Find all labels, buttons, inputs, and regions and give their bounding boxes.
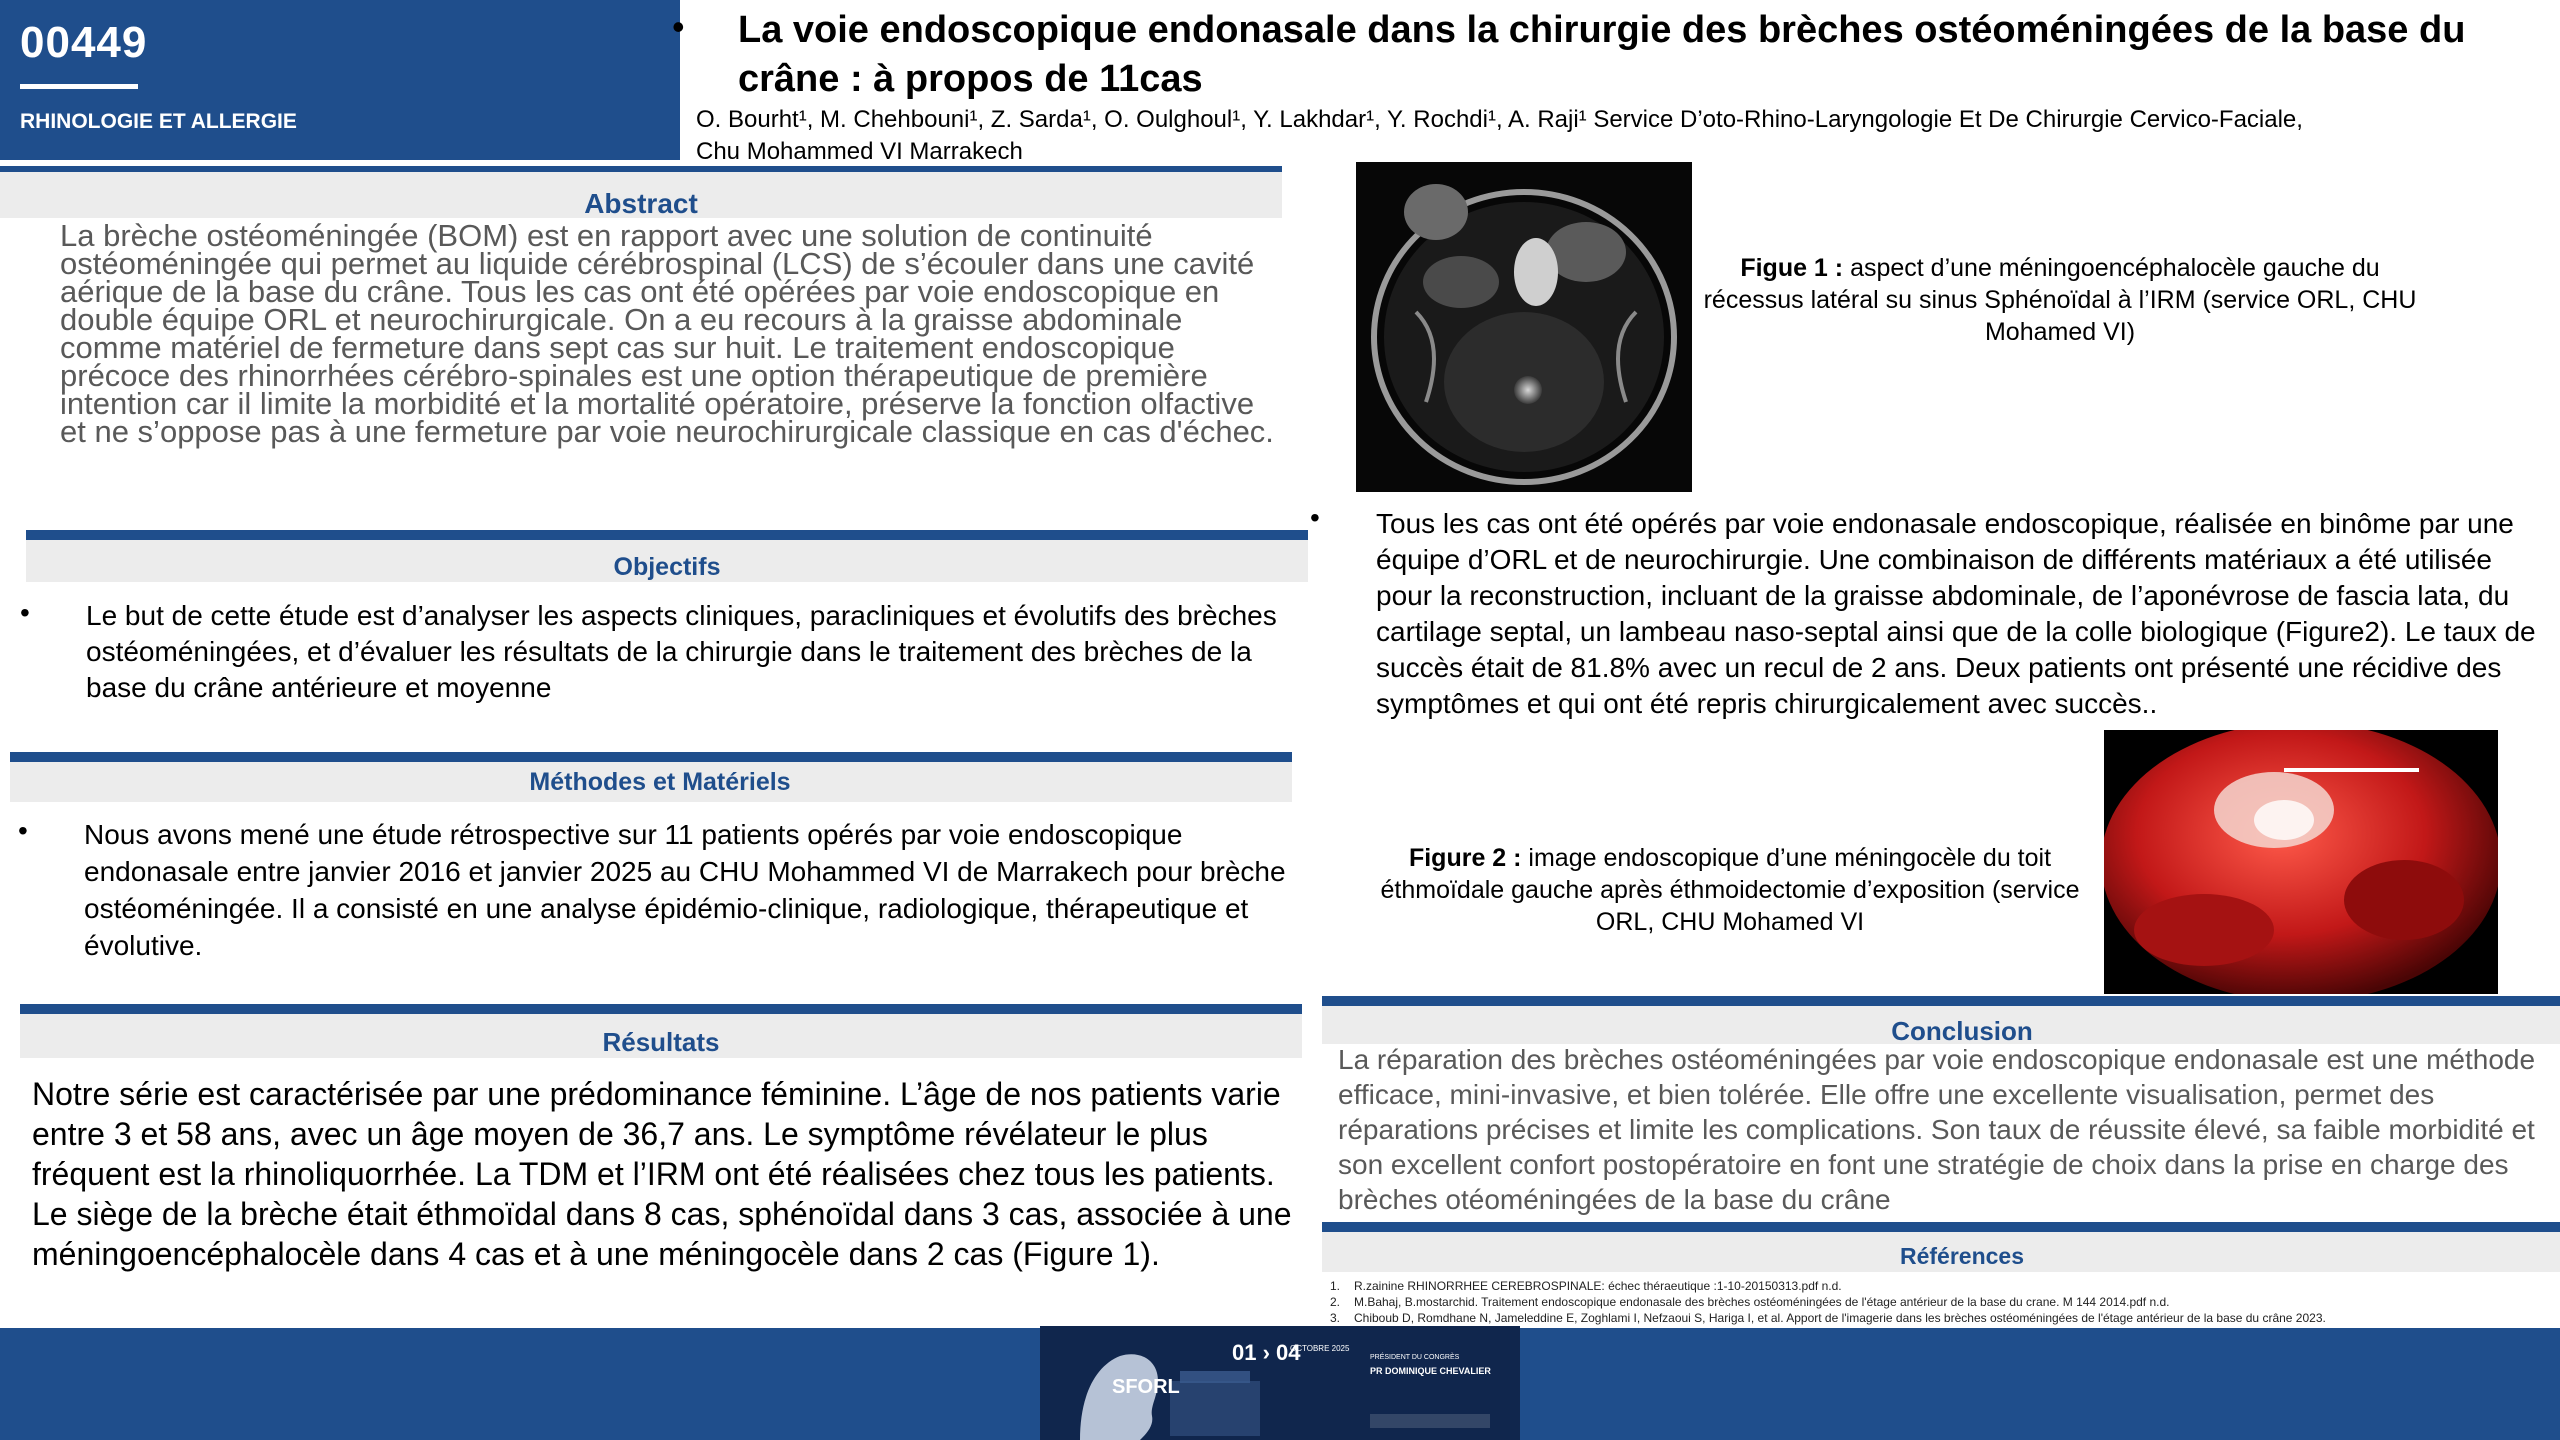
objectifs-bullet: •	[20, 597, 30, 628]
authors	[696, 104, 2496, 168]
congress-month: OCTOBRE 2025	[1290, 1344, 1350, 1353]
endoscopy-illustration	[2104, 730, 2498, 994]
figure1-caption	[1700, 252, 2420, 348]
methodes-text: Nous avons mené une étude rétrospective sur 11 patients opérés par voie endoscopique endonasale entre janvier 2016 et janvier 2025 au CHU Mohammed VI de Marrakech pour brèche ostéoméningée. Il a consisté en une analyse épidémio-clinique, radiologique, thérapeutique et évolutive.	[84, 819, 1286, 961]
figure2-caption	[1360, 842, 2100, 938]
affiliation-line: Chu Mohammed VI Marrakech	[696, 138, 1023, 165]
figure1-caption-text: aspect d’une méningoencéphalocèle gauche du récessus latéral su sinus Sphénoïdal à l’IRM (service ORL, CHU Mohamed VI)	[1703, 254, 2417, 346]
president-label: PRÉSIDENT DU CONGRÈS	[1370, 1354, 1460, 1361]
poster-title: La voie endoscopique endonasale dans la chirurgie des brèches ostéoméningées de la base du crâne : à propos de 11cas	[738, 9, 2466, 100]
resultats-rule	[20, 1004, 1302, 1014]
figure2-label: Figure 2 :	[1408, 844, 1522, 872]
objectifs-heading: Objectifs	[613, 553, 721, 581]
mri-figure-image	[1356, 162, 1692, 492]
sforl-logo: SFORL	[1112, 1376, 1180, 1398]
surgery-text: Tous les cas ont été opérés par voie endonasale endoscopique, réalisée en binôme par une équipe d’ORL et de neurochirurgie. Une combinaison de différents matériaux a été utilisée pour la reconstruction, incluant de la graisse abdominale, de l’aponévrose de fascia lata, du cartilage septal, un lambeau naso-septal ainsi que de la colle biologique (Figure2). Le taux de succès était de 81.8% avec un recul de 2 ans. Deux patients ont présenté une récidive des symptômes et qui ont été repris chirurgicalement avec succès..	[1376, 508, 2536, 719]
references-heading: Références	[1899, 1243, 2025, 1269]
abstract-heading: Abstract	[584, 188, 698, 219]
conclusion-rule	[1322, 996, 2560, 1006]
methodes-bullet: •	[18, 815, 28, 846]
authors-line: O. Bourht¹, M. Chehbouni¹, Z. Sarda¹, O. Oulghoul¹, Y. Lakhdar¹, Y. Rochdi¹, A. Raji¹ Service D’oto-Rhino-Laryngologie Et De Chirurgie Cervico-Faciale,	[696, 106, 2303, 133]
poster-category: RHINOLOGIE ET ALLERGIE	[20, 110, 297, 133]
references-list	[1330, 1278, 2326, 1326]
reference-item: 1. R.zainine RHINORRHEE CEREBROSPINALE: échec théraeutique :1-10-20150313.pdf n.d.	[1330, 1279, 1842, 1293]
figure2-caption-text: image endoscopique d’une méningocèle du toit éthmoïdale gauche après éthmoidectomie d’exposition (service ORL, CHU Mohamed VI	[1380, 844, 2080, 936]
title-bullet: •	[672, 6, 685, 47]
poster-id-divider	[20, 84, 138, 89]
reference-item: 3. Chiboub D, Romdhane N, Jameleddine E, Zoghlami I, Nefzaoui S, Hariga I, et al. Apport de l'imagerie dans les brèches ostéoméningées de l'étage antérieur de la base du crâne 2023.	[1330, 1311, 2326, 1325]
abstract-text: La brèche ostéoméningée (BOM) est en rapport avec une solution de continuité ostéoméningée qui permet au liquide cérébrospinal (LCS) de s’écouler dans une cavité aérique de la base du crâne. Tous les cas ont été opérées par voie endoscopique en double équipe ORL et neurochirurgicale. On a eu recours à la graisse abdominale comme matériel de fermeture dans sept cas sur huit. Le traitement endoscopique précoce des rhinorrhées cérébro-spinales est une option thérapeutique de première intention car il limite la morbidité et la mortalité opératoire, préserve la fonction olfactive et ne s’oppose pas à une fermeture par voie neurochirurgicale classique en cas d'échec.	[60, 218, 1274, 449]
conclusion-heading: Conclusion	[1891, 1016, 2033, 1046]
resultats-heading: Résultats	[602, 1027, 720, 1057]
reference-item: 2. M.Bahaj, B.mostarchid. Traitement endoscopique endonasale des brèches ostéoméningées de l'étage antérieur de la base du crane. M 144 2014.pdf n.d.	[1330, 1295, 2170, 1309]
objectifs-rule	[26, 530, 1308, 540]
congress-dates: 01 › 04	[1232, 1340, 1301, 1365]
endoscopy-figure-image	[2104, 730, 2498, 994]
methodes-rule	[10, 752, 1292, 762]
methodes-heading: Méthodes et Matériels	[529, 768, 791, 796]
figure1-label: Figue 1 :	[1740, 254, 1844, 282]
conclusion-text: La réparation des brèches ostéoméningées par voie endoscopique endonasale est une méthode efficace, mini-invasive, et bien tolérée. Elle offre une excellente visualisation, permet des réparations précises et limite les complications. Son taux de réussite élevé, sa faible morbidité et son excellent confort postopératoire en font une stratégie de choix dans la prise en charge des brèches otéoméningées de la base du crâne	[1338, 1044, 2536, 1215]
references-rule	[1322, 1222, 2560, 1232]
congress-banner	[1040, 1326, 1520, 1440]
president-name: PR DOMINIQUE CHEVALIER	[1370, 1366, 1491, 1376]
mri-illustration	[1356, 162, 1692, 492]
resultats-text: Notre série est caractérisée par une prédominance féminine. L’âge de nos patients varie entre 3 et 58 ans, avec un âge moyen de 36,7 ans. Le symptôme révélateur le plus fréquent est la rhinoliquorrhée. La TDM et l’IRM ont été réalisées chez tous les patients. Le siège de la brèche était éthmoïdal dans 8 cas, sphénoïdal dans 3 cas, associée à une méningoencéphalocèle dans 4 cas et à une méningocèle dans 2 cas (Figure 1).	[32, 1076, 1292, 1272]
surgery-bullet: •	[1310, 502, 1320, 533]
poster-id: 00449	[20, 18, 148, 67]
objectifs-text: Le but de cette étude est d’analyser les aspects cliniques, paracliniques et évolutifs des brèches ostéoméningées, et d’évaluer les résultats de la chirurgie dans le traitement des brèches de la base du crâne antérieure et moyenne	[86, 600, 1277, 703]
